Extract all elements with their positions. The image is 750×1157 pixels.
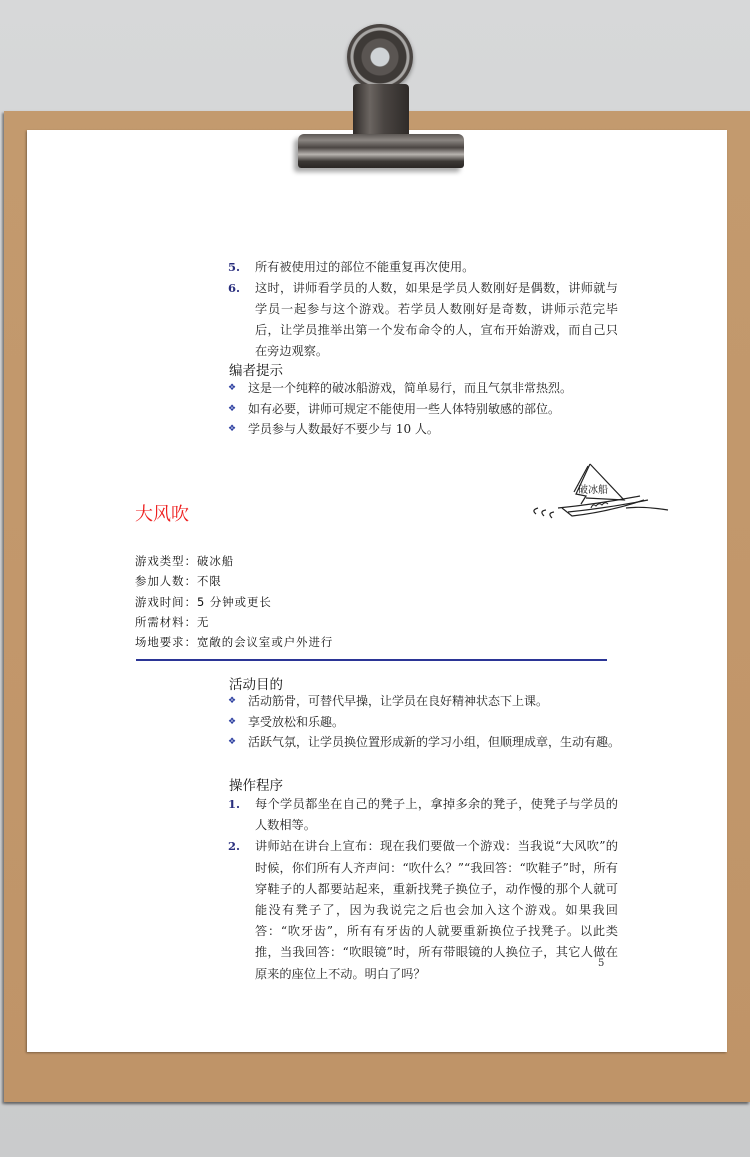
item-text: 每个学员都坐在自己的凳子上，拿掉多余的凳子，使凳子与学员的人数相等。 <box>255 797 618 833</box>
procedure-heading: 操作程序 <box>229 778 283 794</box>
diamond-bullet-icon: ❖ <box>228 716 237 727</box>
list-item <box>228 712 628 733</box>
continued-numbered-list <box>228 257 618 362</box>
diamond-bullet-icon: ❖ <box>228 424 237 434</box>
purpose-heading: 活动目的 <box>229 677 283 693</box>
game-info <box>135 551 333 652</box>
item-number: 2. <box>228 839 241 854</box>
list-item <box>228 278 618 362</box>
item-text: 这是一个纯粹的破冰船游戏，简单易行，而且气氛非常热烈。 <box>248 381 573 395</box>
item-text: 享受放松和乐趣。 <box>248 714 345 729</box>
diamond-bullet-icon: ❖ <box>228 383 237 393</box>
diamond-bullet-icon: ❖ <box>228 696 237 706</box>
info-row-time: 游戏时间：5 分钟或更长 <box>135 594 272 609</box>
list-item <box>228 419 628 440</box>
item-number: 6. <box>228 281 241 295</box>
item-text: 这时，讲师看学员的人数，如果是学员人数刚好是偶数，讲师就与学员一起参与这个游戏。若学员人数刚好是奇数，讲师示范完毕后，让学员推举出第一个发布命令的人，宣布开始游戏，而自己只在旁边观察。 <box>255 281 618 358</box>
game-title: 大风吹 <box>135 504 189 525</box>
list-item <box>228 378 628 399</box>
item-text: 活动筋骨，可替代早操，让学员在良好精神状态下上课。 <box>248 694 549 708</box>
list-item <box>228 257 618 278</box>
item-text: 所有被使用过的部位不能重复再次使用。 <box>255 260 475 274</box>
purpose-list <box>228 691 628 753</box>
list-item <box>228 794 618 836</box>
page-number: 5 <box>598 958 605 969</box>
item-text: 讲师站在讲台上宣布：现在我们要做一个游戏：当我说“大风吹”的时候，你们所有人齐声问：“吹什么？”“我回答：“吹鞋子”时，所有穿鞋子的人都要站起来，重新找凳子换位子，动作慢的那个人就可能没有凳子了，因为我说完之后也会加入这个游戏。如果我回答：“吹牙齿”，所有有牙齿的人就要重新换位子找凳子。以此类推，当我回答：“吹眼镜”时，所有带眼镜的人换位子，其它人做在原来的座位上不动。明白了吗？ <box>255 839 618 981</box>
item-text: 活跃气氛，让学员换位置形成新的学习小组，但顺理成章，生动有趣。 <box>248 735 621 749</box>
info-row-participants: 参加人数：不限 <box>135 574 222 589</box>
section-divider <box>136 659 607 661</box>
info-row-type: 游戏类型：破冰船 <box>135 554 235 568</box>
procedure-list <box>228 794 618 985</box>
item-text: 学员参与人数最好不要少与 10 人。 <box>248 422 439 436</box>
editor-tips-list <box>228 378 628 440</box>
diamond-bullet-icon: ❖ <box>228 737 237 747</box>
item-number: 5. <box>228 260 241 274</box>
sailboat-icon <box>528 456 673 526</box>
item-number: 1. <box>228 797 241 811</box>
list-item <box>228 836 618 984</box>
info-row-venue: 场地要求：宽敞的会议室或户外进行 <box>135 635 334 650</box>
diamond-bullet-icon: ❖ <box>228 403 237 414</box>
list-item <box>228 691 628 712</box>
editor-tips-heading: 编者提示 <box>229 363 283 379</box>
info-row-materials: 所需材料：无 <box>135 614 210 629</box>
list-item <box>228 399 628 420</box>
list-item <box>228 732 628 753</box>
item-text: 如有必要，讲师可规定不能使用一些人体特别敏感的部位。 <box>248 401 561 416</box>
sailboat-label: 破冰船 <box>578 485 608 496</box>
